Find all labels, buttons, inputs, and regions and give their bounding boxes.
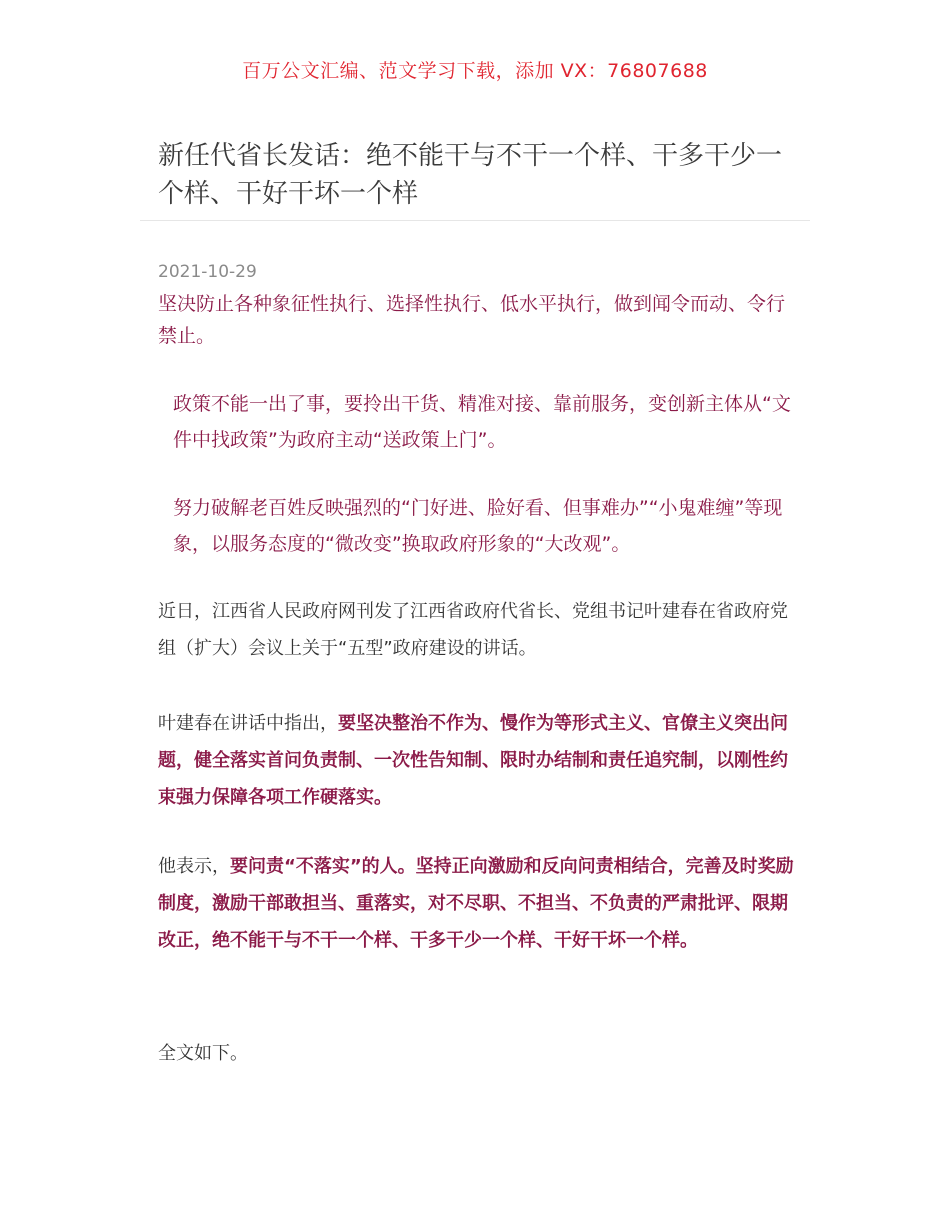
article-title: 新任代省长发话：绝不能干与不干一个样、干多干少一个样、干好干坏一个样 [158,141,783,209]
paragraph-speech-prefix: 叶建春在讲话中指出， [158,713,338,734]
lead-paragraph: 坚决防止各种象征性执行、选择性执行、低水平执行，做到闻令而动、令行禁止。 [158,293,786,347]
paragraph-accountability [158,848,798,959]
watermark-banner: 百万公文汇编、范文学习下载，添加 VX：76807688 [242,60,708,82]
paragraph-speech-body: 要坚决整治不作为、慢作为等形式主义、官僚主义突出问题，健全落实首问负责制、一次性告知制、限时办结制和责任追究制，以刚性约束强力保障各项工作硬落实。 [158,713,788,808]
title-divider [140,220,810,221]
paragraph-accountability-prefix: 他表示， [158,856,230,877]
publish-date: 2021-10-29 [158,262,257,282]
paragraph-intro: 近日，江西省人民政府网刊发了江西省政府代省长、党组书记叶建春在省政府党组（扩大）会议上关于“五型”政府建设的讲话。 [158,601,788,659]
paragraph-accountability-body: 要问责“不落实”的人。坚持正向激励和反向问责相结合，完善及时奖励制度，激励干部敢担当、重落实，对不尽职、不担当、不负责的严肃批评、限期改正，绝不能干与不干一个样、干多干少一个样、干好干坏一个样。 [158,856,794,951]
quote-service: 努力破解老百姓反映强烈的“门好进、脸好看、但事难办”“小鬼难缠”等现象，以服务态度的“微改变”换取政府形象的“大改观”。 [173,497,783,555]
quote-policy: 政策不能一出了事，要拎出干货、精准对接、靠前服务，变创新主体从“文件中找政策”为政府主动“送政策上门”。 [173,393,791,451]
paragraph-speech [158,705,798,816]
paragraph-closing: 全文如下。 [158,1043,248,1064]
